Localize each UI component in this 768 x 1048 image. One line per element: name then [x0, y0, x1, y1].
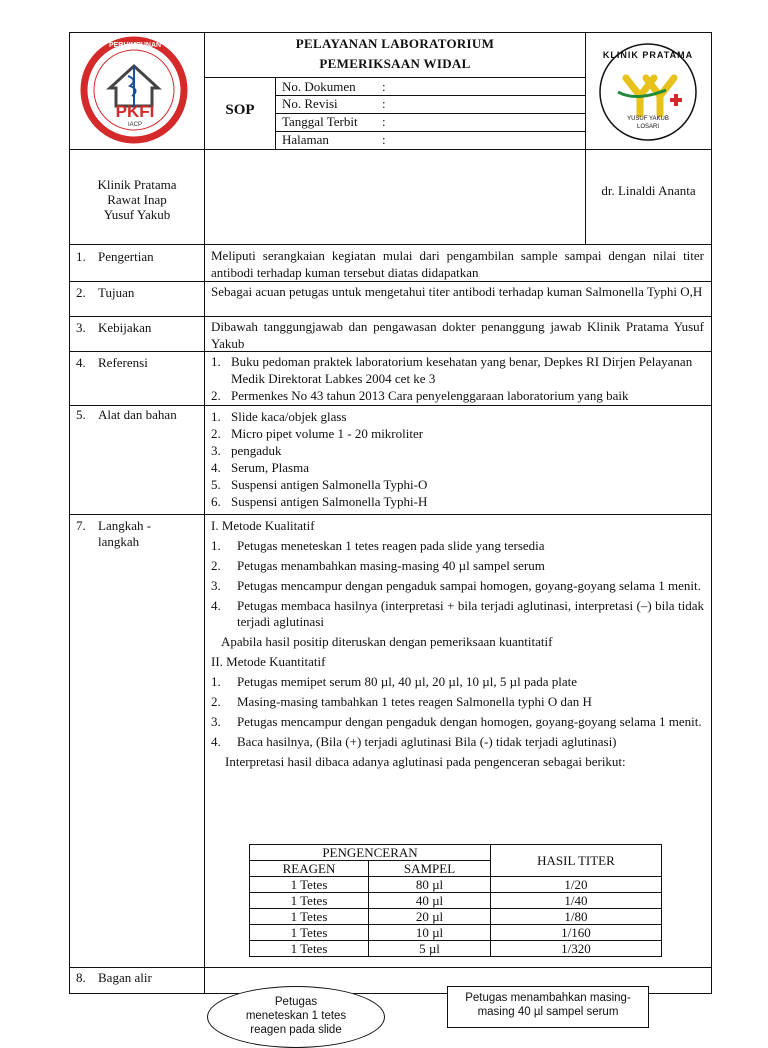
list-item: 3. pengaduk [211, 443, 282, 458]
table-row: 1 Tetes 40 µl 1/40 [250, 893, 662, 909]
list-item: 2. Permenkes No 43 tahun 2013 Cara penyelenggaraan laboratorium yang baik [211, 388, 629, 403]
right-logo [596, 40, 700, 144]
list-item: 3. Petugas mencampur dengan pengaduk sampai homogen, goyang-goyang selama 1 menit. [211, 578, 701, 593]
logo-sub-text: LOSARI [636, 124, 659, 130]
list-item: 1. Petugas meneteskan 1 tetes reagen pada slide yang tersedia [211, 538, 545, 553]
interpretasi-note: Interpretasi hasil dibaca adanya aglutinasi pada pengenceran sebagai berikut: [225, 754, 626, 769]
list-item: 4. Baca hasilnya, (Bila (+) terjadi aglutinasi Bila (-) tidak terjadi aglutinasi) [211, 734, 617, 749]
doctor-name: dr. Linaldi Ananta [601, 183, 696, 198]
logo-sub-text: IACP [127, 122, 142, 128]
list-item: 3. Petugas mencampur dengan pengaduk dengan homogen, goyang-goyang selama 1 menit. [211, 714, 702, 729]
list-item: 1. Buku pedoman praktek laboratorium kesehatan yang benar, Depkes RI Dirjen Pelayanan Medik Direktorat Labkes 2004 cet ke 3 [211, 354, 693, 386]
list-item: 4. Serum, Plasma [211, 460, 309, 475]
kualitatif-title: I. Metode Kualitatif [211, 518, 315, 533]
section-list-referensi [211, 353, 704, 404]
logo-main-text: PKFI [115, 102, 155, 121]
list-item: 6. Suspensi antigen Salmonella Typhi-H [211, 494, 428, 509]
field-sep: : [382, 96, 386, 111]
header-hasil-titer: HASIL TITER [490, 845, 661, 877]
section-label-kebijakan: 3. Kebijakan [76, 320, 152, 335]
left-logo [80, 36, 190, 144]
list-item: 2. Petugas menambahkan masing-masing 40 µl sampel serum [211, 558, 545, 573]
field-no-dokumen: No. Dokumen [282, 79, 356, 94]
section-label-tujuan: 2. Tujuan [76, 285, 135, 300]
section-label-langkah: 7. Langkah - langkah [76, 518, 152, 549]
logo-sub-text: YUSUF YAKUB [627, 116, 669, 122]
table-row: 1 Tetes 80 µl 1/20 [250, 877, 662, 893]
field-no-revisi: No. Revisi [282, 96, 338, 111]
header-sampel: SAMPEL [369, 861, 491, 877]
section-label-bagan: 8. Bagan alir [76, 970, 152, 985]
section-text-tujuan: Sebagai acuan petugas untuk mengetahui titer antibodi terhadap kuman Salmonella Typhi O,H [211, 284, 703, 299]
header-pengenceran: PENGENCERAN [250, 845, 491, 861]
title-line2: PEMERIKSAAN WIDAL [319, 56, 471, 71]
sop-label: SOP [225, 102, 255, 118]
clinic-name: Klinik Pratama Rawat Inap Yusuf Yakub [97, 177, 177, 222]
title-line1: PELAYANAN LABORATORIUM [295, 36, 495, 51]
logo-top-text: PERHIMPUNAN [108, 42, 162, 49]
kuantitatif-title: II. Metode Kuantitatif [211, 654, 326, 669]
langkah-content [211, 518, 704, 770]
field-halaman: Halaman [282, 132, 329, 147]
kualitatif-note: Apabila hasil positip diteruskan dengan pemeriksaan kuantitatif [221, 634, 553, 649]
list-item: 2. Masing-masing tambahkan 1 tetes reagen Salmonella typhi O dan H [211, 694, 592, 709]
flowchart-step-process: Petugas menambahkan masing-masing 40 µl sampel serum [447, 986, 649, 1028]
section-list-alat [211, 408, 704, 510]
flowchart-step-start: Petugas meneteskan 1 tetes reagen pada slide [207, 986, 385, 1048]
field-sep: : [382, 114, 386, 129]
list-item: 4. Petugas membaca hasilnya (interpretasi + bila terjadi aglutinasi, interpretasi (–) bila tidak terjadi aglutinasi [211, 598, 704, 629]
section-text-pengertian: Meliputi serangkaian kegiatan mulai dari pengambilan sample sampai dengan nilai titer antibodi terhadap kuman tersebut diatas didapatkan [211, 248, 704, 280]
section-text-kebijakan: Dibawah tanggungjawab dan pengawasan dokter penanggung jawab Klinik Pratama Yusuf Yakub [211, 319, 704, 351]
list-item: 1. Slide kaca/objek glass [211, 409, 347, 424]
field-tanggal-terbit: Tanggal Terbit [282, 114, 358, 129]
section-label-alat: 5. Alat dan bahan [76, 407, 177, 422]
table-row: 1 Tetes 10 µl 1/160 [250, 925, 662, 941]
section-label-referensi: 4. Referensi [76, 355, 148, 370]
list-item: 2. Micro pipet volume 1 - 20 mikroliter [211, 426, 424, 441]
logo-top-text: KLINIK PRATAMA [602, 50, 694, 60]
document-title [205, 36, 585, 72]
titer-table [249, 844, 662, 957]
field-sep: : [382, 79, 386, 94]
list-item: 1. Petugas memipet serum 80 µl, 40 µl, 20 µl, 10 µl, 5 µl pada plate [211, 674, 578, 689]
header-reagen: REAGEN [250, 861, 369, 877]
field-sep: : [382, 132, 386, 147]
table-row: 1 Tetes 5 µl 1/320 [250, 941, 662, 957]
list-item: 5. Suspensi antigen Salmonella Typhi-O [211, 477, 428, 492]
table-row: 1 Tetes 20 µl 1/80 [250, 909, 662, 925]
section-label-pengertian: 1. Pengertian [76, 249, 154, 264]
